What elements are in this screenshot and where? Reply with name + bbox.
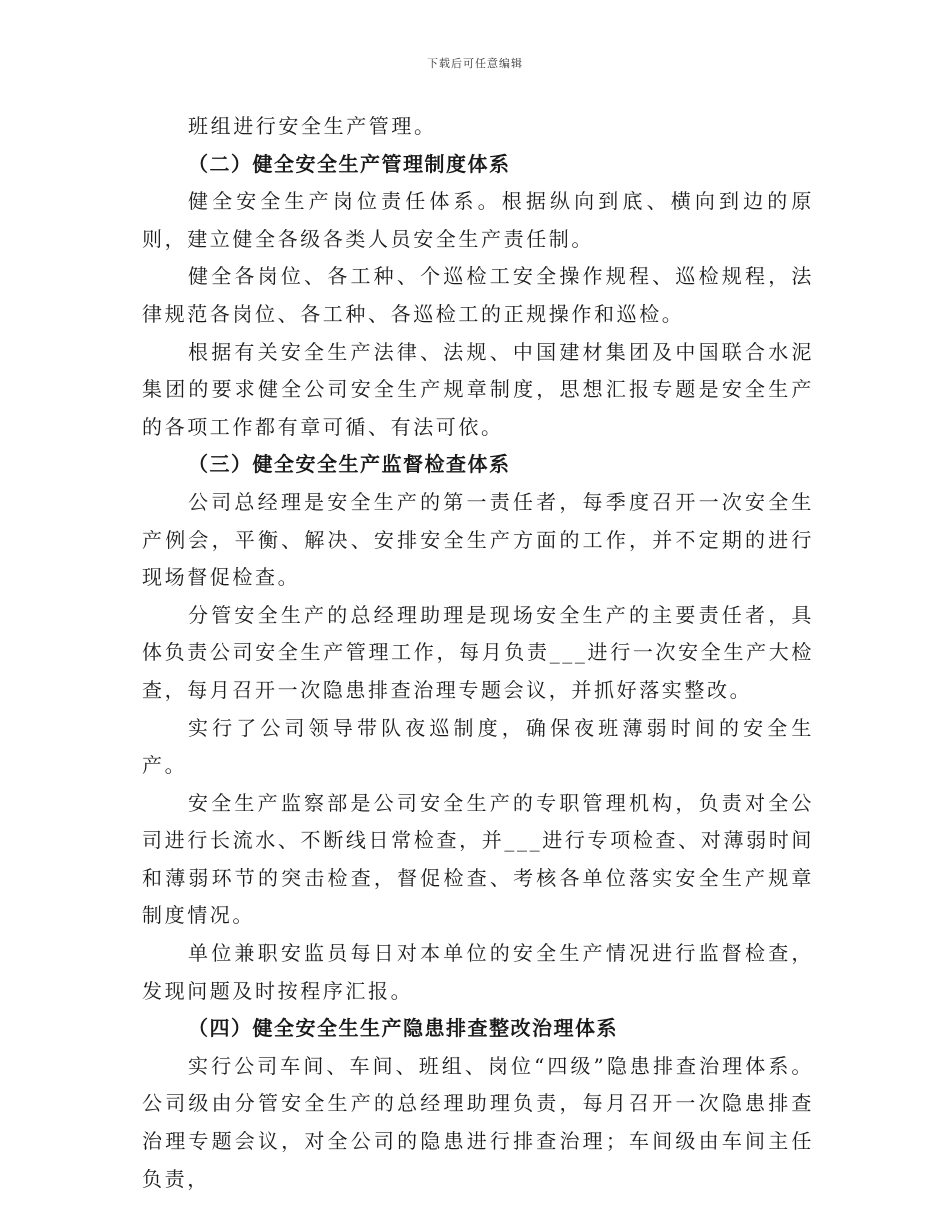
paragraph: 分管安全生产的总经理助理是现场安全生产的主要责任者，具体负责公司安全生产管理工作，每月负责___进行一次安全生产大检查，每月召开一次隐患排查治理专题会议，并抓好落实整改。 bbox=[142, 602, 814, 702]
paragraph: 公司总经理是安全生产的第一责任者，每季度召开一次安全生产例会，平衡、解决、安排安全生产方面的工作，并不定期的进行现场督促检查。 bbox=[142, 489, 814, 590]
paragraph: 实行了公司领导带队夜巡制度，确保夜班薄弱时间的安全生产。 bbox=[142, 715, 814, 778]
section-heading-3: （三）健全安全生产监督检查体系 bbox=[188, 452, 511, 477]
section-heading-2: （二）健全安全生产管理制度体系 bbox=[188, 151, 511, 176]
paragraph: 根据有关安全生产法律、法规、中国建材集团及中国联合水泥集团的要求健全公司安全生产规章制度，思想汇报专题是安全生产的各项工作都有章可循、有法可依。 bbox=[142, 339, 814, 439]
paragraph: 安全生产监察部是公司安全生产的专职管理机构，负责对全公司进行长流水、不断线日常检查，并___进行专项检查、对薄弱时间和薄弱环节的突击检查，督促检查、考核各单位落实安全生产规章制度情况。 bbox=[142, 790, 814, 928]
paragraph: 实行公司车间、车间、班组、岗位“四级”隐患排查治理体系。公司级由分管安全生产的总经理助理负责，每月召开一次隐患排查治理专题会议，对全公司的隐患进行排查治理；车间级由车间主任负责， bbox=[142, 1053, 814, 1191]
paragraph: 单位兼职安监员每日对本单位的安全生产情况进行监督检查，发现问题及时按程序汇报。 bbox=[142, 941, 814, 1003]
section-heading-4: （四）健全安全生生产隐患排查整改治理体系 bbox=[188, 1016, 618, 1041]
page-header-watermark: 下载后可任意编辑 bbox=[427, 57, 523, 70]
paragraph: 健全各岗位、各工种、个巡检工安全操作规程、巡检规程，法律规范各岗位、各工种、各巡检工的正规操作和巡检。 bbox=[142, 264, 814, 326]
document-body bbox=[142, 108, 814, 1198]
paragraph: 健全安全生产岗位责任体系。根据纵向到底、横向到边的原则，建立健全各级各类人员安全生产责任制。 bbox=[142, 189, 814, 251]
paragraph: 班组进行安全生产管理。 bbox=[188, 114, 437, 138]
